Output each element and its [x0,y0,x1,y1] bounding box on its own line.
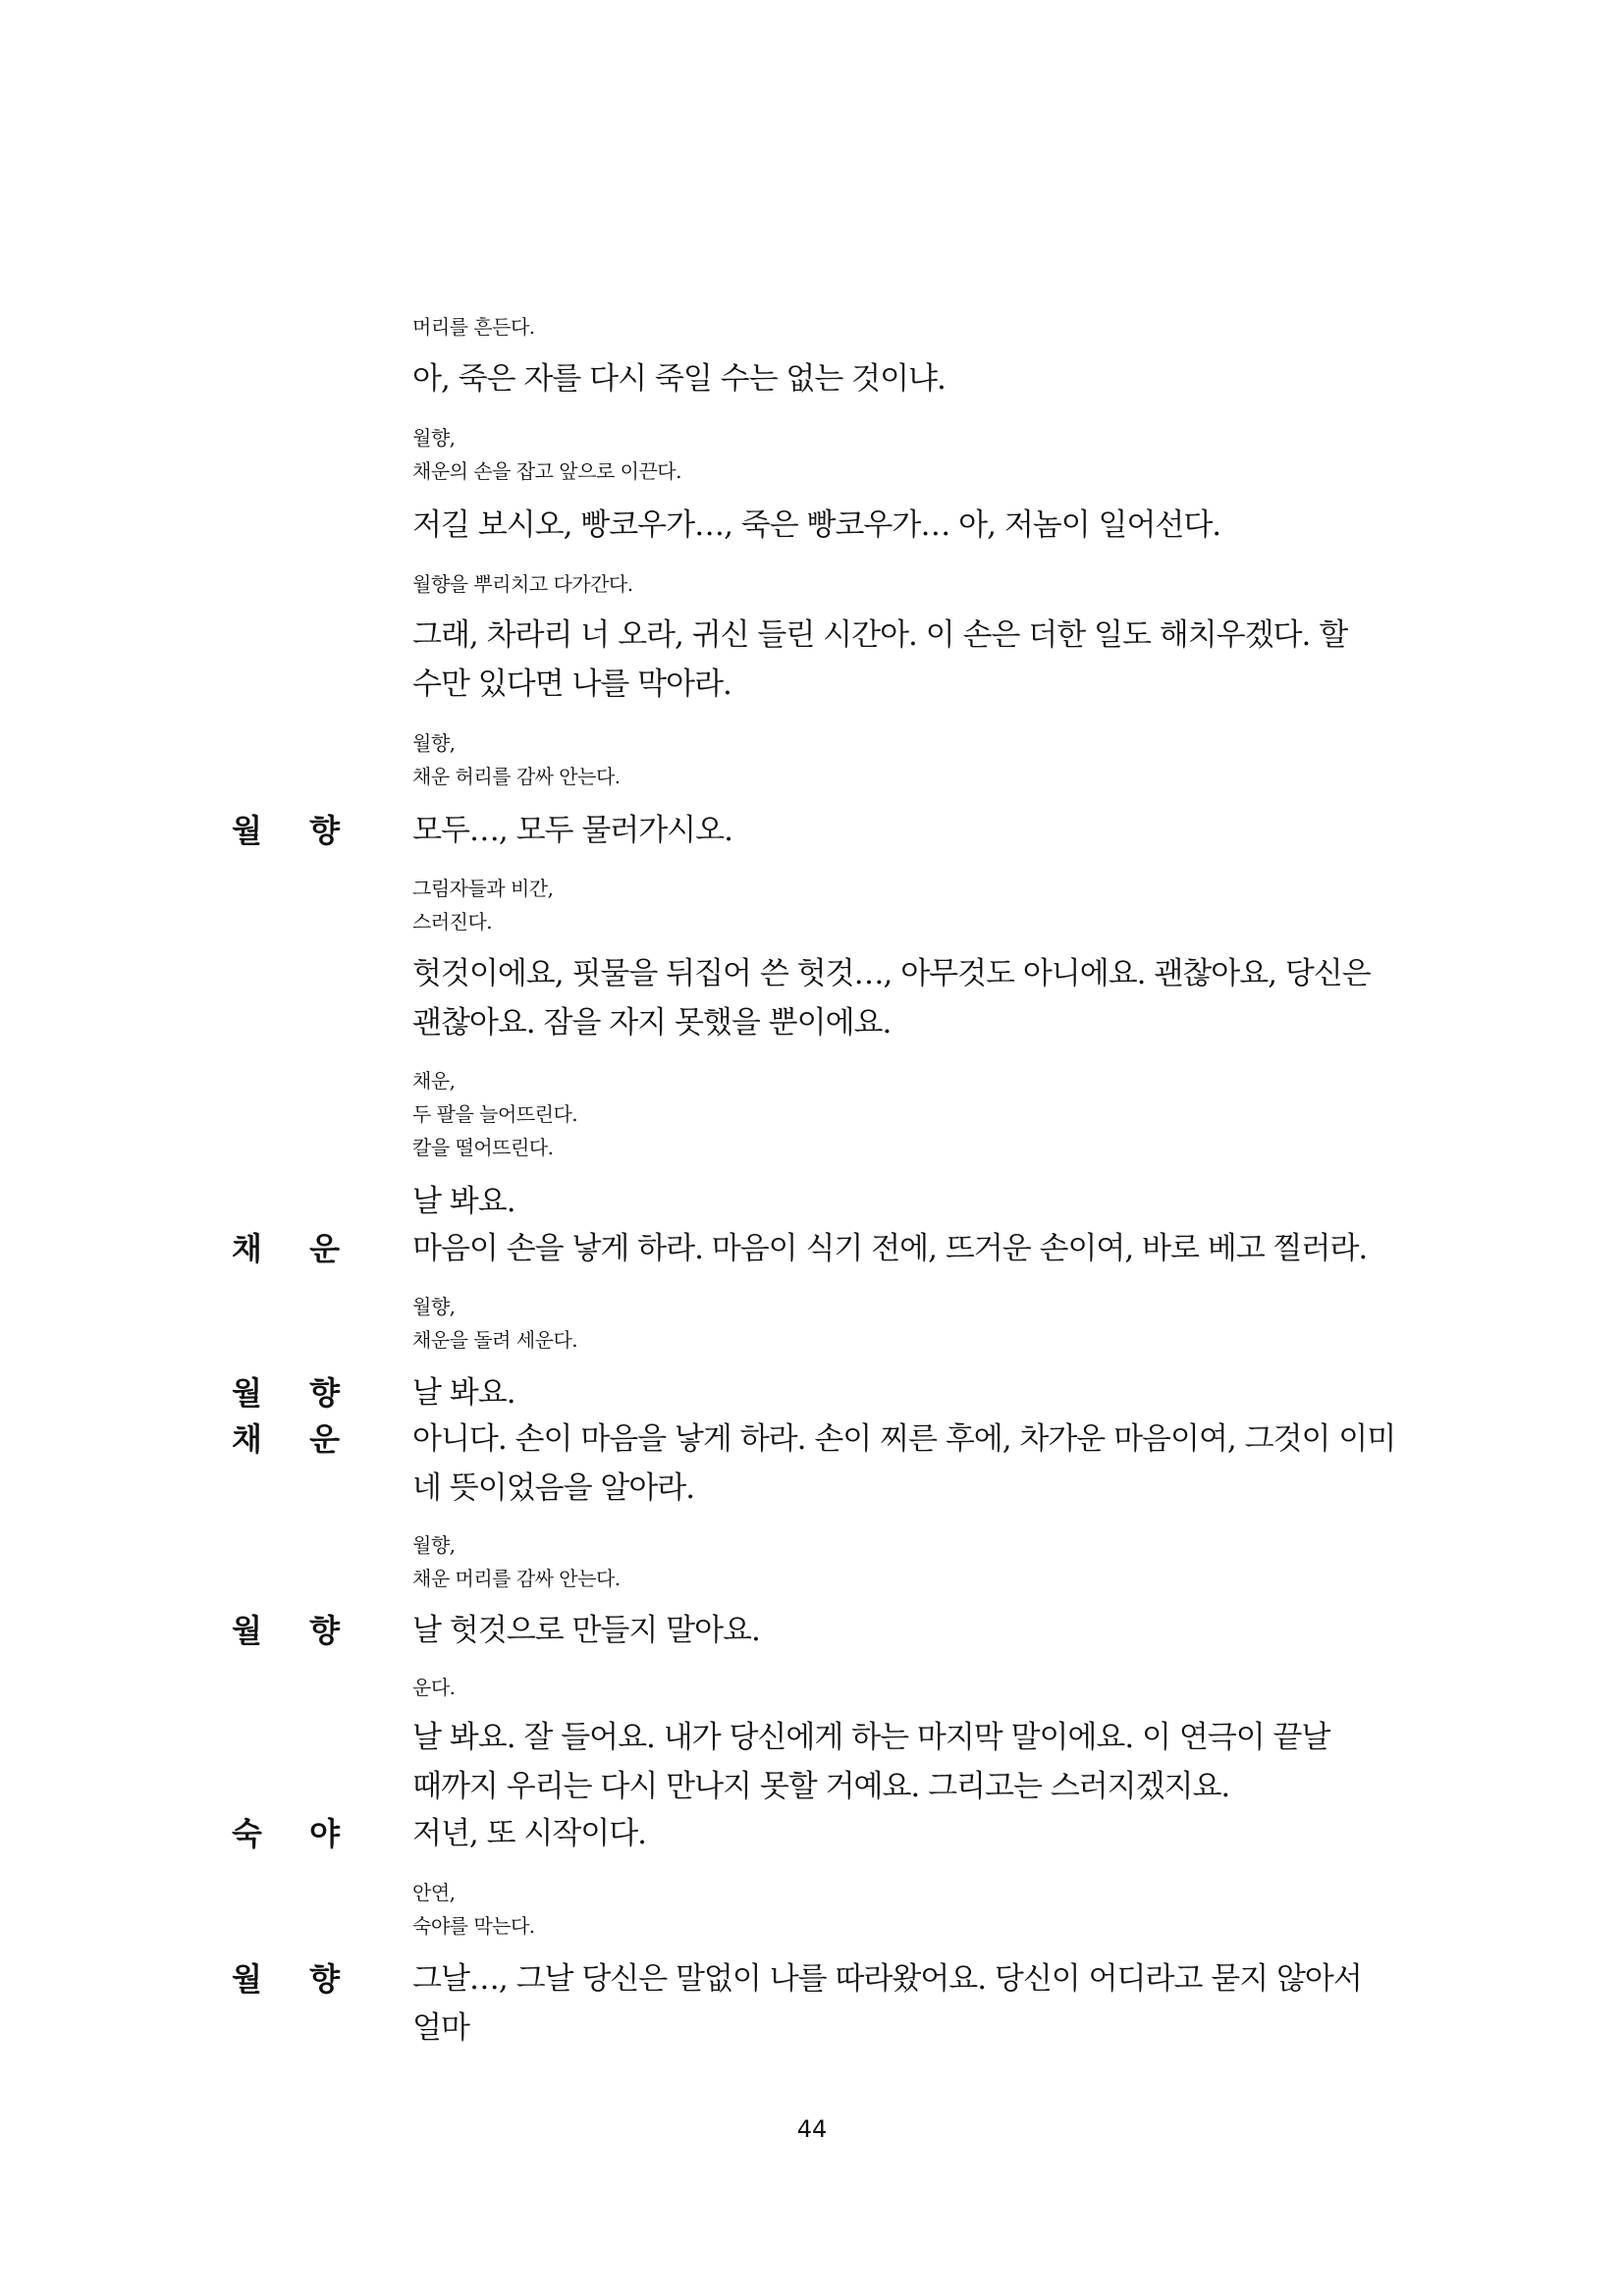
speaker-char: 채 [232,1420,262,1458]
stage-direction-line: 숙야를 막는다. [412,1914,535,1938]
dialogue-line: 날 헛것으로 만들지 말아요. [412,1613,760,1648]
speaker-char: 채 [232,1230,262,1267]
dialogue-line: 저길 보시오, 빵코우가…, 죽은 빵코우가… 아, 저놈이 일어선다. [412,507,1221,543]
dialogue-line: 모두…, 모두 물러가시오. [412,813,732,848]
dialogue-line: 날 봐요. [412,1184,515,1219]
stage-direction-line: 채운 허리를 감싸 안는다. [412,765,621,788]
stage-direction-line: 채운, [412,1069,456,1093]
speaker-char: 월 [232,812,262,849]
speaker-name [232,1809,340,1858]
speaker-char: 숙 [232,1815,262,1852]
stage-direction-line: 월향, [412,1295,456,1318]
speaker-name [232,1368,340,1417]
stage-direction [412,1876,1404,1943]
speaker-name [232,1224,340,1273]
speaker-char: 월 [232,1612,262,1649]
speaker-char: 운 [309,1230,340,1267]
dialogue-line: 그래, 차라리 너 오라, 귀신 들린 시간아. 이 손은 더한 일도 해치우겠다. 할 수만 있다면 나를 막아라. [412,617,1348,702]
speaker-name [232,806,340,855]
stage-direction [412,1290,1404,1357]
speaker-name [232,1415,340,1464]
stage-direction-line: 월향, [412,1533,456,1557]
stage-direction-line: 운다. [412,1676,456,1699]
stage-direction-line: 그림자들과 비간, [412,877,554,900]
dialogue-line: 날 봐요. [412,1375,515,1411]
stage-direction-line: 월향, [412,731,456,755]
stage-direction [412,310,1404,344]
speaker-char: 향 [309,1960,340,1998]
stage-direction-line: 안연, [412,1881,456,1904]
speaker-char: 향 [309,812,340,849]
dialogue-line: 헛것이에요, 핏물을 뒤집어 쓴 헛것…, 아무것도 아니에요. 괜찮아요, 당신은 괜찮아요. 잠을 자지 못했을 뿐이에요. [412,956,1371,1041]
speaker-char: 야 [309,1815,340,1852]
dialogue-line: 마음이 손을 낳게 하라. 마음이 식기 전에, 뜨거운 손이여, 바로 베고 찔러라. [412,1231,1368,1266]
speaker-char: 향 [309,1374,340,1412]
stage-direction-line: 채운의 손을 잡고 앞으로 이끈다. [412,459,681,483]
speaker-name [232,1954,340,2003]
stage-direction [412,1064,1404,1164]
stage-direction [412,1671,1404,1704]
dialogue-line: 그날…, 그날 당신은 말없이 나를 따라왔어요. 당신이 어디라고 묻지 않아서 얼마 [412,1961,1362,2046]
dialogue-line: 날 봐요. 잘 들어요. 내가 당신에게 하는 마지막 말이에요. 이 연극이 끝날 때까지 우리는 다시 만나지 못할 거예요. 그리고는 스러지겠지요. [412,1720,1330,1804]
speaker-char: 향 [309,1612,340,1649]
page-number: 44 [796,2115,828,2143]
stage-direction-line: 채운을 돌려 세운다. [412,1328,578,1352]
stage-direction [412,872,1404,938]
stage-direction [412,1528,1404,1595]
stage-direction-line: 스러진다. [412,910,493,934]
dialogue-line: 아, 죽은 자를 다시 죽일 수는 없는 것이냐. [412,361,946,397]
stage-direction-line: 머리를 흔든다. [412,315,535,339]
dialogue-line: 아니다. 손이 마음을 낳게 하라. 손이 찌른 후에, 차가운 마음이여, 그것이 이미 네 뜻이었음을 알아라. [412,1421,1396,1506]
stage-direction-line: 두 팔을 늘어뜨린다. [412,1102,578,1126]
stage-direction-line: 월향, [412,426,456,450]
stage-direction [412,421,1404,488]
dialogue-line: 저년, 또 시작이다. [412,1816,647,1851]
speaker-char: 월 [232,1374,262,1412]
speaker-char: 월 [232,1960,262,1998]
stage-direction-line: 칼을 떨어뜨린다. [412,1136,554,1159]
stage-direction [412,567,1404,601]
speaker-char: 운 [309,1420,340,1458]
stage-direction-line: 채운 머리를 감싸 안는다. [412,1567,621,1590]
stage-direction [412,726,1404,793]
stage-direction-line: 월향을 뿌리치고 다가간다. [412,572,633,596]
speaker-name [232,1606,340,1655]
